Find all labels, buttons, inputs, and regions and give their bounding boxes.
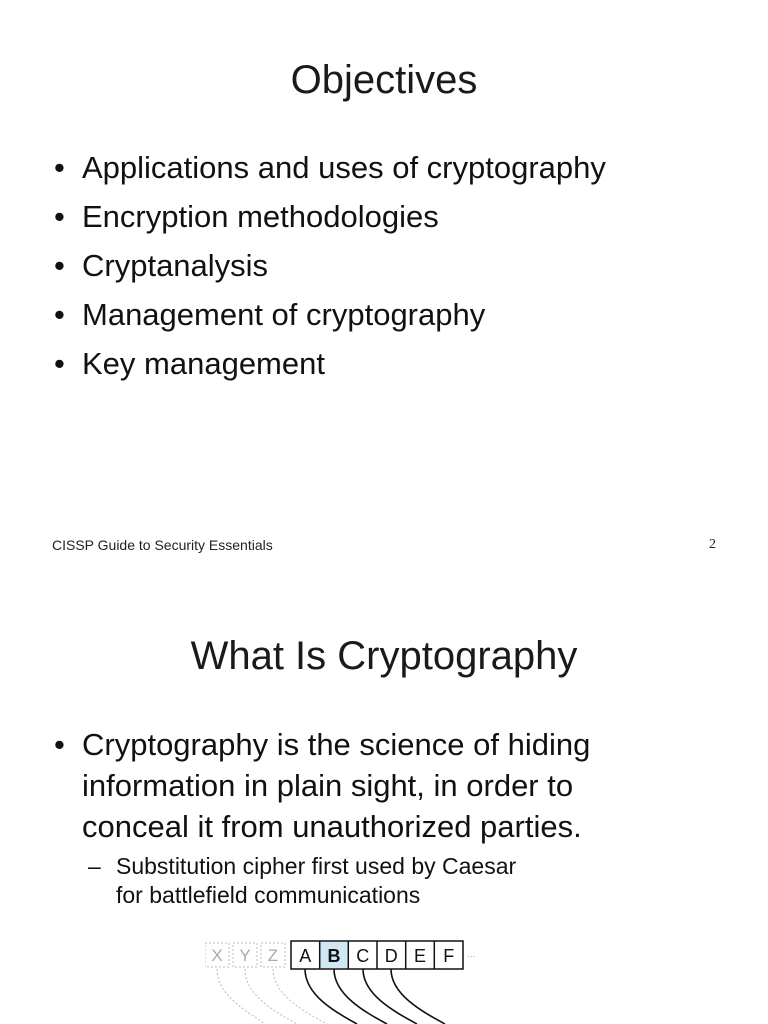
cipher-letter: D bbox=[384, 946, 398, 966]
trailing-ellipsis: ... bbox=[467, 949, 476, 960]
faded-letter: Y bbox=[239, 946, 251, 965]
bullet-line: information in plain sight, in order to bbox=[82, 768, 574, 803]
page-number: 2 bbox=[709, 537, 716, 552]
letter-boxes bbox=[291, 941, 475, 969]
sub-bullet-line: Substitution cipher first used by Caesar bbox=[116, 853, 517, 879]
slide-title: Objectives bbox=[290, 58, 478, 102]
bullet-line: conceal it from unauthorized parties. bbox=[82, 809, 582, 844]
faded-letter: Z bbox=[267, 946, 279, 965]
definition-bullet bbox=[52, 724, 712, 847]
sub-bullet bbox=[88, 852, 688, 910]
list-item: • Management of cryptography bbox=[52, 290, 732, 339]
faded-letter-boxes bbox=[205, 943, 285, 967]
sub-bullet-marker: – bbox=[88, 853, 101, 879]
slide-footer: CISSP Guide to Security Essentials bbox=[52, 537, 273, 553]
objectives-list bbox=[52, 143, 732, 388]
cipher-letter: E bbox=[413, 946, 427, 966]
cipher-letter-highlighted: B bbox=[327, 946, 341, 966]
cipher-letter: C bbox=[356, 946, 370, 966]
caesar-cipher-diagram bbox=[205, 940, 495, 1024]
list-item: • Encryption methodologies bbox=[52, 192, 732, 241]
sub-bullet-line: for battlefield communications bbox=[116, 882, 421, 908]
cipher-letter: F bbox=[443, 946, 455, 966]
bullet-line: Cryptography is the science of hiding bbox=[82, 727, 591, 762]
shift-arrows bbox=[217, 969, 445, 1024]
bullet-marker: • bbox=[54, 727, 65, 762]
list-item: • Key management bbox=[52, 339, 732, 388]
slide-title: What Is Cryptography bbox=[190, 634, 578, 678]
list-item: • Cryptanalysis bbox=[52, 241, 732, 290]
cipher-letter: A bbox=[299, 946, 312, 966]
slide-what-is-cryptography bbox=[0, 580, 768, 1024]
list-item: • Applications and uses of cryptography bbox=[52, 143, 732, 192]
faded-letter: X bbox=[211, 946, 223, 965]
